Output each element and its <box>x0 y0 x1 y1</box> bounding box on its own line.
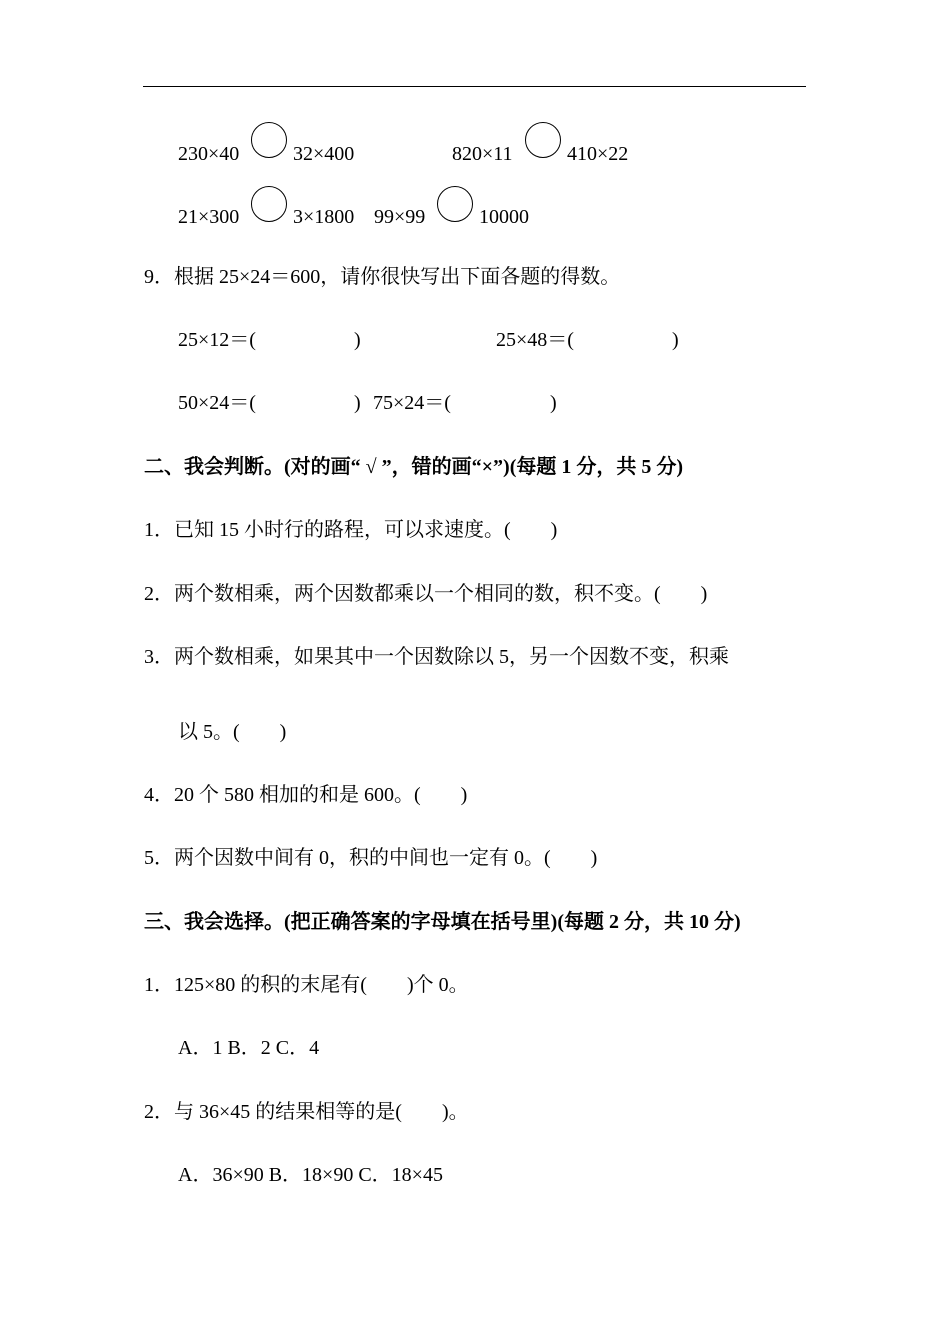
header-rule <box>143 86 806 87</box>
judge-item-3-cont: 以 5。( ) <box>178 721 287 743</box>
judge-item-3: 3．两个数相乘，如果其中一个因数除以 5，另一个因数不变，积乘 <box>144 646 729 668</box>
compare-expr: 410×22 <box>567 143 629 165</box>
compare-expr: 3×1800 <box>293 206 355 228</box>
compare-expr: 820×11 <box>452 143 513 165</box>
compare-expr: 21×300 <box>178 206 240 228</box>
q9-item-d: 75×24＝( <box>373 392 451 414</box>
answer-bracket-close: ) <box>354 392 361 414</box>
compare-expr: 99×99 <box>374 206 426 228</box>
choice-question-1: 1．125×80 的积的末尾有( )个 0。 <box>144 974 469 996</box>
q9-item-a: 25×12＝( <box>178 329 256 351</box>
choice-question-2: 2．与 36×45 的结果相等的是( )。 <box>144 1101 469 1123</box>
section-2-title: 二、我会判断。(对的画“ √ ”，错的画“×”)(每题 1 分，共 5 分) <box>144 456 684 478</box>
section-3-title: 三、我会选择。(把正确答案的字母填在括号里)(每题 2 分，共 10 分) <box>144 911 741 933</box>
choice-options-1: A．1 B．2 C．4 <box>178 1037 320 1059</box>
answer-bracket-close: ) <box>672 329 679 351</box>
judge-item-5: 5．两个因数中间有 0，积的中间也一定有 0。( ) <box>144 847 598 869</box>
compare-expr: 230×40 <box>178 143 240 165</box>
q9-item-c: 50×24＝( <box>178 392 256 414</box>
answer-bracket-close: ) <box>550 392 557 414</box>
answer-bracket-close: ) <box>354 329 361 351</box>
compare-circle[interactable] <box>251 122 287 158</box>
compare-circle[interactable] <box>525 122 561 158</box>
compare-expr: 32×400 <box>293 143 355 165</box>
choice-options-2: A．36×90 B．18×90 C．18×45 <box>178 1164 443 1186</box>
judge-item-4: 4．20 个 580 相加的和是 600。( ) <box>144 784 468 806</box>
compare-circle[interactable] <box>251 186 287 222</box>
q9-item-b: 25×48＝( <box>496 329 574 351</box>
compare-expr: 10000 <box>479 206 529 228</box>
compare-circle[interactable] <box>437 186 473 222</box>
judge-item-1: 1．已知 15 小时行的路程，可以求速度。( ) <box>144 519 558 541</box>
question-9: 9．根据 25×24＝600，请你很快写出下面各题的得数。 <box>144 266 621 288</box>
judge-item-2: 2．两个数相乘，两个因数都乘以一个相同的数，积不变。( ) <box>144 583 708 605</box>
